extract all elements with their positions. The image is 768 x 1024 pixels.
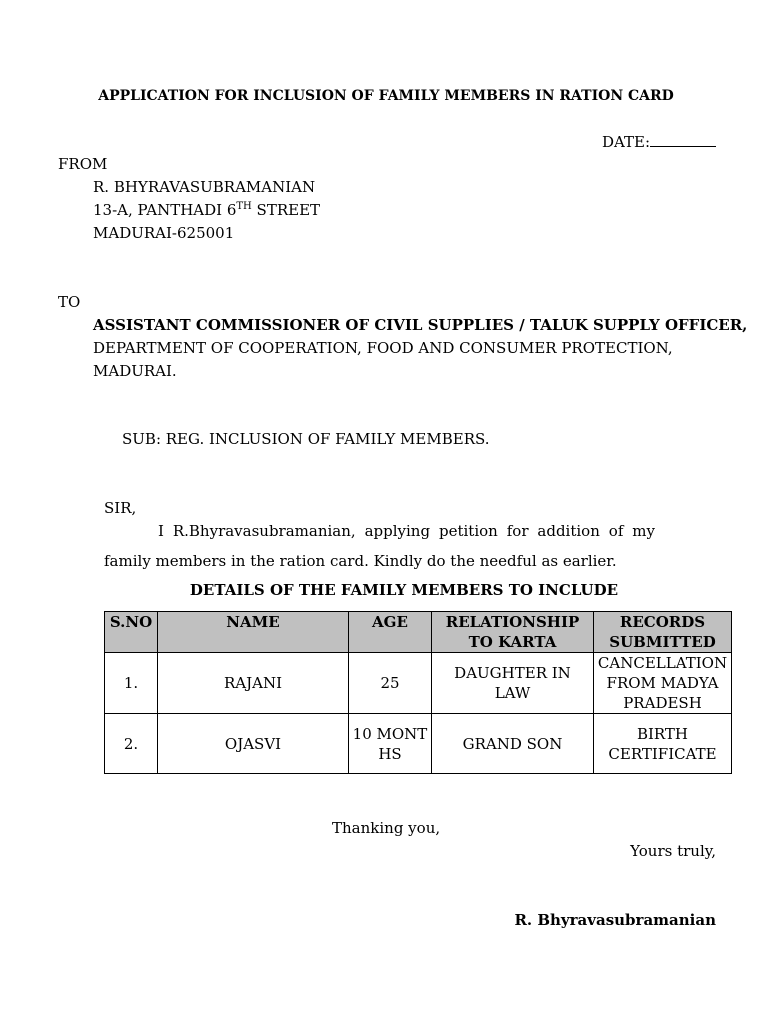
recipient-line-1: ASSISTANT COMMISSIONER OF CIVIL SUPPLIES / TALUK SUPPLY OFFICER, xyxy=(93,316,748,334)
header-relationship: RELATIONSHIP TO KARTA xyxy=(432,612,594,653)
table-header-row xyxy=(105,612,732,653)
sender-name: R. BHYRAVASUBRAMANIAN xyxy=(93,178,316,196)
document-title: APPLICATION FOR INCLUSION OF FAMILY MEMBERS IN RATION CARD xyxy=(98,88,674,104)
sender-street-suffix: STREET xyxy=(251,201,321,219)
closing-yours-truly: Yours truly, xyxy=(630,842,716,860)
recipient-line-2: DEPARTMENT OF COOPERATION, FOOD AND CONSUMER PROTECTION, xyxy=(93,339,673,357)
sender-street-prefix: 13-A, PANTHADI 6 xyxy=(93,201,237,219)
cell-records: BIRTH CERTIFICATE xyxy=(594,714,732,774)
cell-age: 25 xyxy=(349,653,432,714)
header-age: AGE xyxy=(349,612,432,653)
subject-line: SUB: REG. INCLUSION OF FAMILY MEMBERS. xyxy=(122,430,490,448)
cell-sno: 2. xyxy=(105,714,158,774)
header-records: RECORDS SUBMITTED xyxy=(594,612,732,653)
cell-age: 10 MONTHS xyxy=(349,714,432,774)
recipient-line-3: MADURAI. xyxy=(93,362,177,380)
from-label: FROM xyxy=(58,155,108,173)
body-paragraph-line-2: family members in the ration card. Kindly do the needful as earlier. xyxy=(104,552,617,570)
sender-city: MADURAI-625001 xyxy=(93,224,235,242)
cell-name: OJASVI xyxy=(158,714,349,774)
body-paragraph-line-1 xyxy=(104,522,655,540)
table-row xyxy=(105,653,732,714)
cell-name: RAJANI xyxy=(158,653,349,714)
date-blank-line xyxy=(650,132,716,147)
header-sno: S.NO xyxy=(105,612,158,653)
cell-records: CANCELLATION FROM MADYA PRADESH xyxy=(594,653,732,714)
header-name: NAME xyxy=(158,612,349,653)
cell-relationship: DAUGHTER IN LAW xyxy=(432,653,594,714)
salutation: SIR, xyxy=(104,499,137,517)
date-label: DATE: xyxy=(601,133,650,151)
cell-relationship: GRAND SON xyxy=(432,714,594,774)
date-field xyxy=(602,132,716,151)
table-row xyxy=(105,714,732,774)
sender-street-superscript: TH xyxy=(236,201,252,212)
to-label: TO xyxy=(58,293,81,311)
cell-sno: 1. xyxy=(105,653,158,714)
signature-name: R. Bhyravasubramanian xyxy=(514,911,716,929)
body-text-1: I R.Bhyravasubramanian, applying petition for addition of my xyxy=(158,522,655,540)
table-title: DETAILS OF THE FAMILY MEMBERS TO INCLUDE xyxy=(189,581,619,599)
closing-thanks: Thanking you, xyxy=(332,819,441,837)
sender-street xyxy=(93,201,320,219)
family-members-table xyxy=(104,611,732,774)
